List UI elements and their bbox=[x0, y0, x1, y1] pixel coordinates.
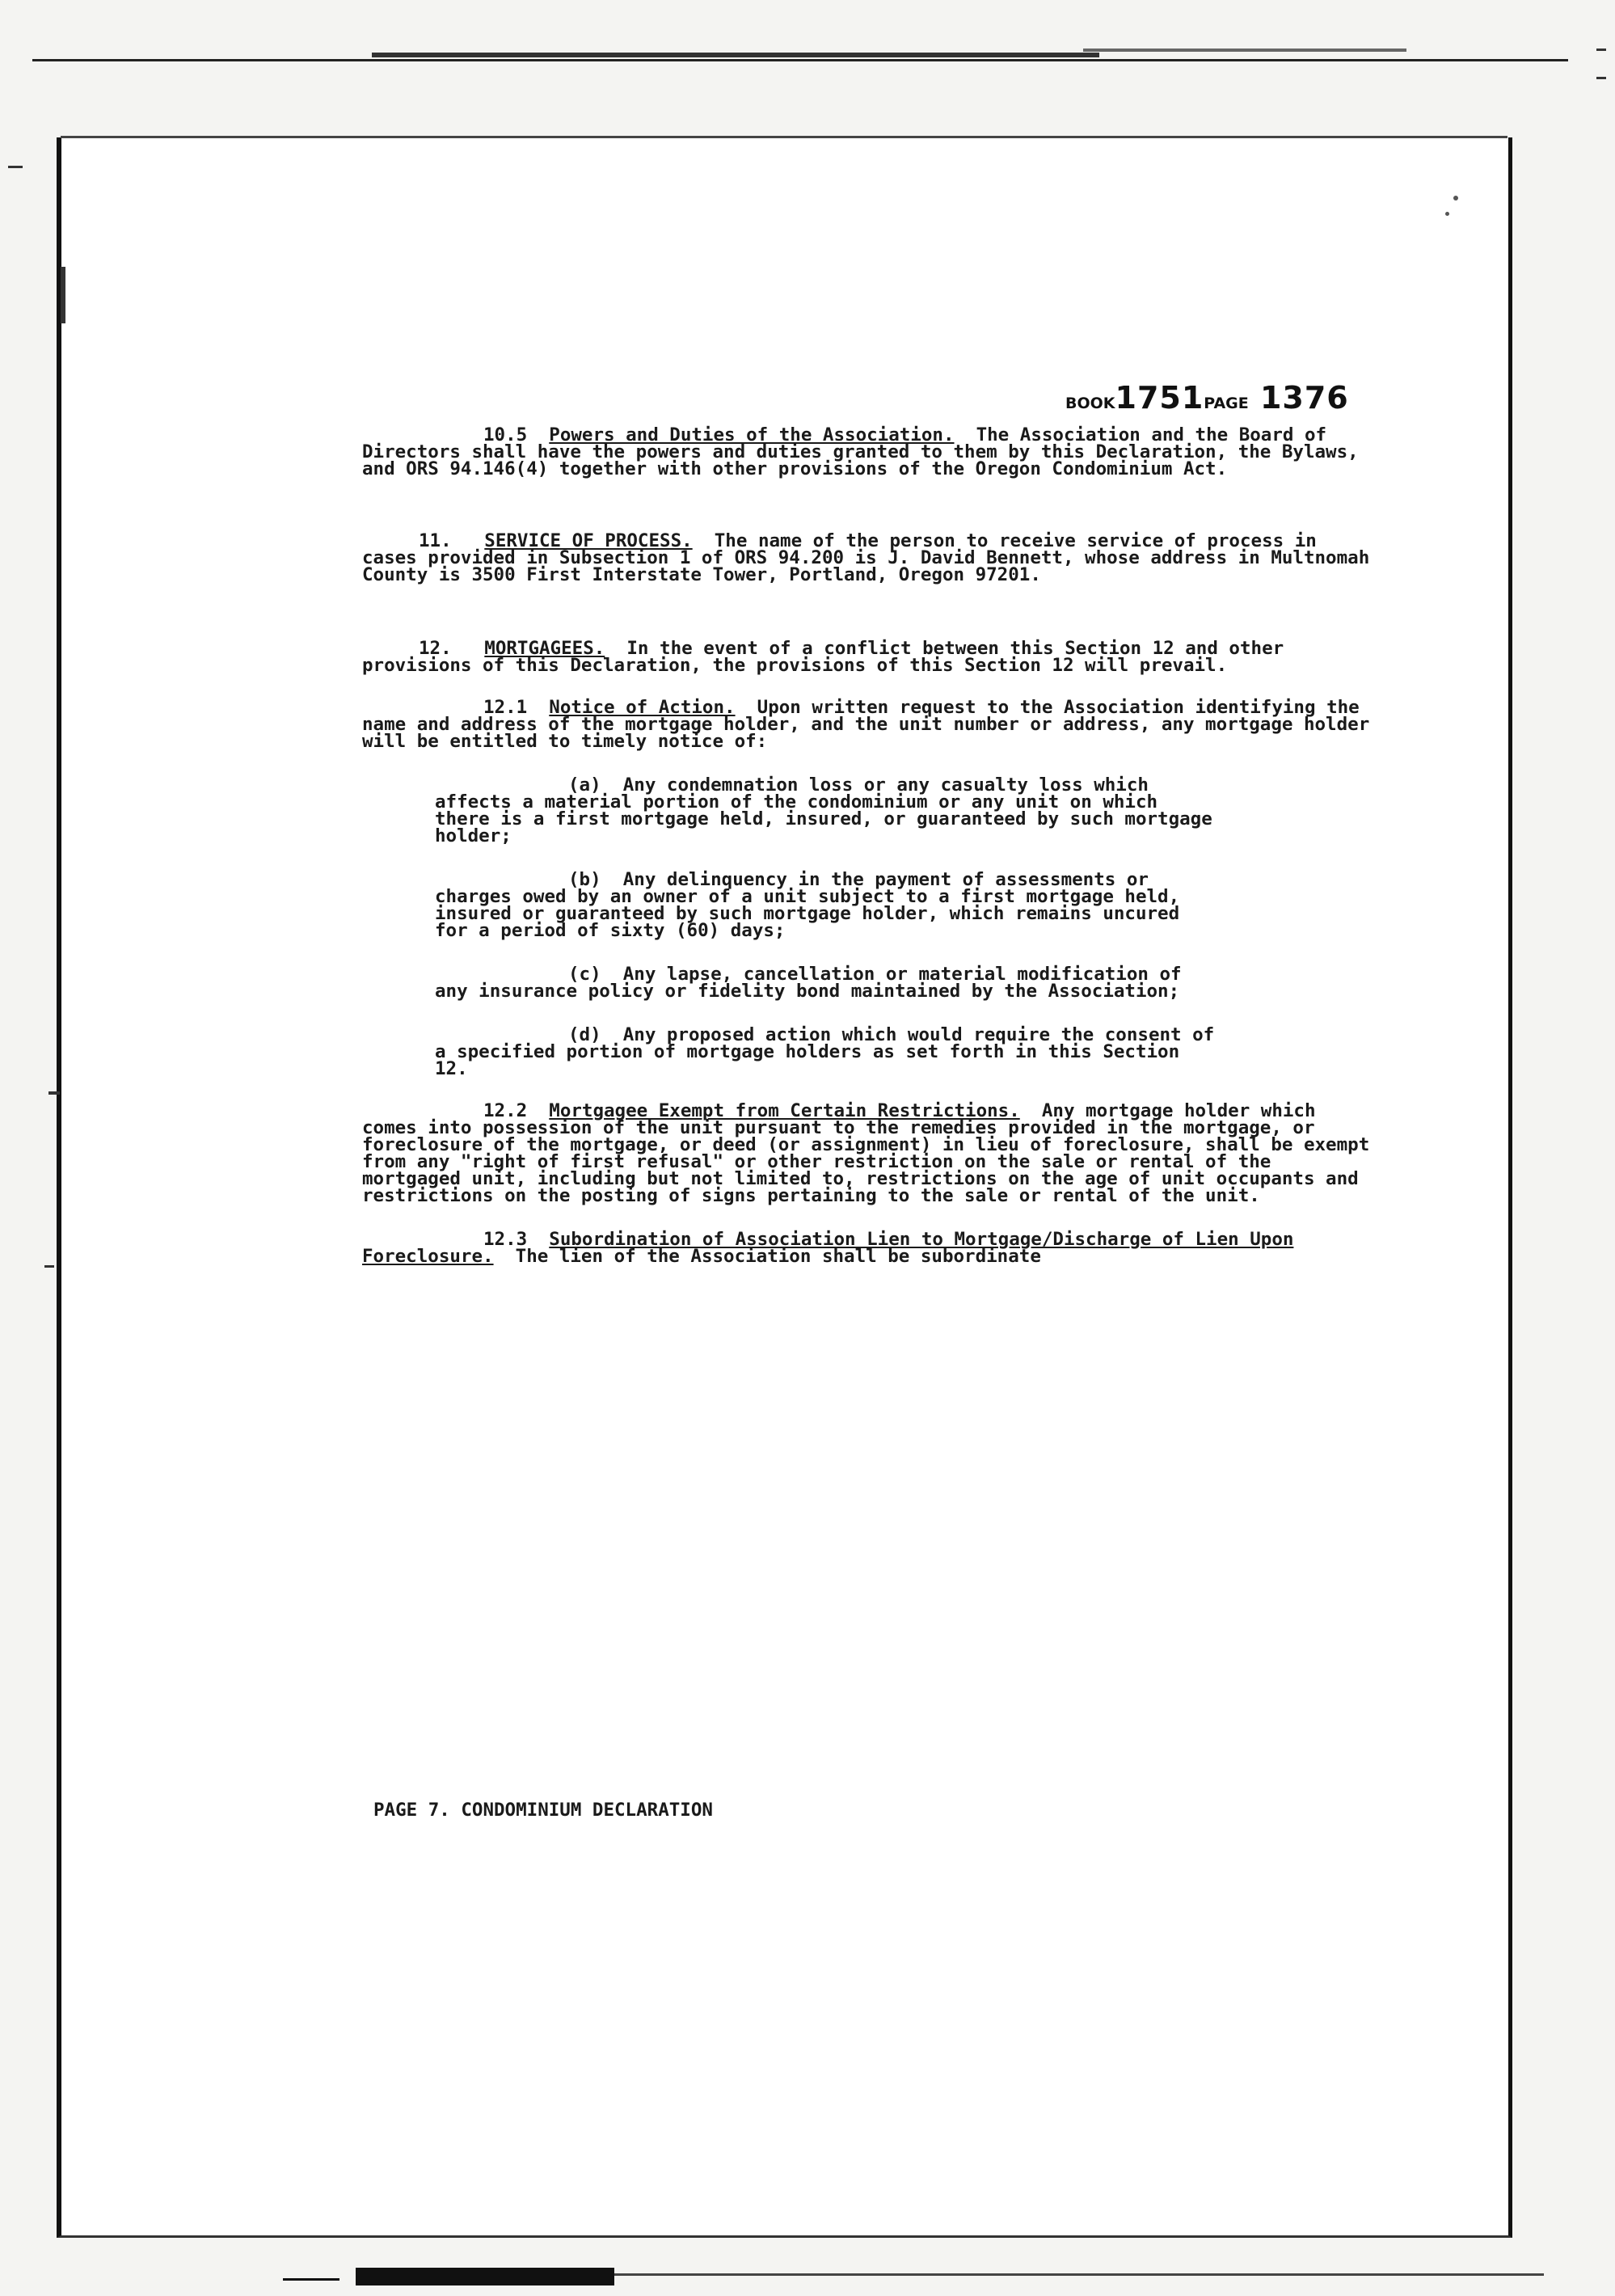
paragraph-number: 12.2 bbox=[483, 1100, 528, 1121]
paragraph-12-1 bbox=[362, 699, 1373, 750]
subparagraph-d bbox=[435, 1024, 1219, 1079]
subparagraph-c bbox=[435, 966, 1219, 1000]
subparagraph-text: Any proposed action which would require the consent of a specified portion of mortgage holders as set forth in this Section 12. bbox=[435, 1024, 1215, 1079]
paragraph-heading: SERVICE OF PROCESS. bbox=[484, 530, 693, 551]
paragraph-text: Upon written request to the Association identifying the name and address of the mortgage holder, and the unit number or address, any mortgage holder will be entitled to timely notice of: bbox=[362, 697, 1370, 752]
subparagraph-a bbox=[435, 774, 1219, 846]
subparagraph-label: (d) bbox=[568, 1024, 601, 1045]
page-prefix: PAGE bbox=[1204, 395, 1249, 412]
subparagraph-text: Any delinquency in the payment of assessments or charges owed by an owner of a unit subject to a first mortgage held, insured or guaranteed by such mortgage holder, which remains uncured for a period of sixty (60) days; bbox=[435, 869, 1180, 941]
book-page-reference bbox=[1065, 380, 1349, 416]
subparagraph-text: Any lapse, cancellation or material modification of any insurance policy or fidelity bond maintained by the Association; bbox=[435, 964, 1182, 1002]
subparagraph-label: (a) bbox=[568, 774, 601, 796]
paragraph-number: 10.5 bbox=[483, 424, 528, 445]
paragraph-number: 12.1 bbox=[483, 697, 528, 718]
paragraph-number: 12.3 bbox=[483, 1229, 528, 1250]
paragraph-number: 11. bbox=[419, 530, 452, 551]
scan-edge-bottom bbox=[283, 2278, 339, 2281]
paragraph-12-2 bbox=[362, 1100, 1373, 1206]
paragraph-heading: Mortgagee Exempt from Certain Restrictions. bbox=[549, 1100, 1020, 1121]
book-number: 1751 bbox=[1115, 380, 1204, 416]
page-footer: PAGE 7. CONDOMINIUM DECLARATION bbox=[373, 1800, 713, 1821]
scan-edge-bottom bbox=[614, 2273, 1544, 2276]
subparagraph-label: (b) bbox=[568, 869, 601, 890]
paragraph-heading: MORTGAGEES. bbox=[484, 638, 605, 659]
book-prefix: BOOK bbox=[1065, 395, 1115, 412]
margin-mark bbox=[1596, 49, 1606, 51]
subparagraph-b bbox=[435, 869, 1219, 941]
page-top-edge bbox=[61, 136, 1507, 138]
scan-edge-bottom bbox=[356, 2268, 614, 2285]
margin-mark bbox=[44, 1265, 54, 1268]
scan-speck bbox=[1445, 212, 1449, 216]
margin-mark bbox=[61, 267, 65, 323]
paragraph-12 bbox=[362, 640, 1373, 674]
margin-mark bbox=[48, 1091, 60, 1095]
paragraph-text: The Association and the Board of Directors shall have the powers and duties granted to them by this Declaration, the Bylaws, and ORS 94.146(4) together with other provisions of the Oregon Condominium Act. bbox=[362, 424, 1359, 479]
paragraph-10-5 bbox=[362, 424, 1373, 479]
paragraph-text: The lien of the Association shall be subordinate bbox=[515, 1246, 1041, 1267]
scan-speck bbox=[1453, 196, 1458, 200]
page-number: 1376 bbox=[1259, 380, 1349, 416]
paragraph-text: Any mortgage holder which comes into possession of the unit pursuant to the remedies provided in the mortgage, or foreclosure of the mortgage, or deed (or assignment) in lieu of foreclosure, shall be exempt from any "right of first refusal" or other restriction on the sale or rental of the mortgaged unit, including but not limited to, restrictions on the age of unit occupants and restrictions on the posting of signs pertaining to the sale or rental of the unit. bbox=[362, 1100, 1370, 1206]
paragraph-text: In the event of a conflict between this Section 12 and other provisions of this Declaration, the provisions of this Section 12 will prevail. bbox=[362, 638, 1284, 676]
paragraph-number: 12. bbox=[419, 638, 452, 659]
paragraph-text: The name of the person to receive service of process in cases provided in Subsection 1 of ORS 94.200 is J. David Bennett, whose address in Multnomah County is 3500 First Interstate Tower, Portland, Oregon 97201. bbox=[362, 530, 1370, 585]
paragraph-heading: Notice of Action. bbox=[549, 697, 736, 718]
paragraph-11 bbox=[362, 530, 1373, 585]
scan-edge-top bbox=[32, 44, 1592, 69]
margin-mark bbox=[8, 166, 23, 168]
margin-mark bbox=[1596, 77, 1606, 79]
document-body bbox=[362, 424, 1373, 1267]
paragraph-heading: Powers and Duties of the Association. bbox=[549, 424, 955, 445]
paragraph-heading: Subordination of Association Lien to Mortgage/Discharge of Lien Upon Foreclosure. bbox=[362, 1229, 1294, 1267]
paragraph-12-3 bbox=[362, 1231, 1373, 1265]
subparagraph-label: (c) bbox=[568, 964, 601, 985]
subparagraph-text: Any condemnation loss or any casualty loss which affects a material portion of the condominium or any unit on which there is a first mortgage held, insured, or guaranteed by such mortgage holder; bbox=[435, 774, 1212, 846]
